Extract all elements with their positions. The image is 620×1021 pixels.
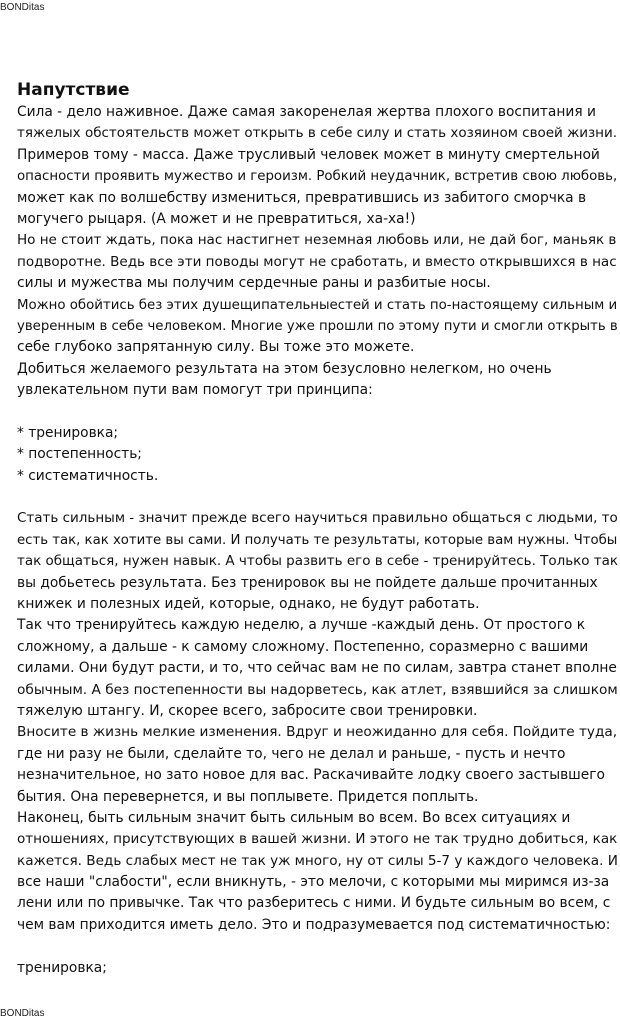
- text-line: * тренировка;: [17, 424, 119, 441]
- text-line: [17, 401, 620, 422]
- page-title: Напутствие: [17, 80, 130, 100]
- text-line: незначительное, но зато новое для вас. Раскачивайте лодку своего застывшего: [17, 767, 605, 784]
- text-line: Добиться желаемого результата на этом безусловно нелегком, но очень: [17, 360, 552, 377]
- text-line: тяжелую штангу. И, скорее всего, забросите свои тренировки.: [17, 702, 478, 719]
- text-line: [17, 487, 620, 508]
- text-line: может как по волшебству измениться, превратившись из забитого сморчка в: [17, 189, 587, 206]
- text-line: кажется. Ведь слабых мест не так уж много, ну от силы 5-7 у каждого человека. И: [17, 852, 618, 869]
- text-line: уверенным в себе человеком. Многие уже прошли по этому пути и смогли открыть в: [17, 318, 618, 334]
- text-line: чем вам приходится иметь дело. Это и подразумевается под систематичностью:: [17, 916, 611, 933]
- text-line: сложному, а дальше - к самому сложному. Постепенно, соразмерно с вашими: [17, 638, 589, 655]
- text-line: отношениях, присутствующих в вашей жизни. И этого не так трудно добиться, как: [17, 831, 618, 848]
- text-line: могучего рыцаря. (А может и не превратиться, ха-ха!): [17, 210, 416, 227]
- text-line: есть так, как хотите вы сами. И получать те результаты, которые вам нужны. Чтобы: [17, 532, 618, 548]
- text-line: * систематичность.: [17, 467, 159, 484]
- text-line: все наши "слабости", если вникнуть, - это мелочи, с которыми мы миримся из-за: [17, 874, 610, 891]
- text-line: себе глубоко запрятанную силу. Вы тоже это можете.: [17, 339, 415, 356]
- text-line: Можно обойтись без этих душещипательныестей и стать по-настоящему сильным и: [17, 297, 618, 313]
- text-line: Сила - дело наживное. Даже самая закоренелая жертва плохого воспитания и: [17, 104, 596, 120]
- document-body: [17, 79, 620, 979]
- footer-watermark: BONDitas: [0, 1008, 45, 1019]
- text-line: Вносите в жизнь мелкие изменения. Вдруг и неожиданно для себя. Пойдите туда,: [17, 724, 618, 741]
- text-line: подворотне. Ведь все эти поводы могут не сработать, и вместо открывшихся в нас: [17, 253, 617, 270]
- text-line: Так что тренируйтесь каждую неделю, а лучше -каждый день. От простого к: [17, 617, 586, 634]
- text-line: опасности проявить мужество и героизм. Робкий неудачник, встретив свою любовь,: [17, 169, 618, 185]
- text-line: Наконец, быть сильным значит быть сильным во всем. Во всех ситуациях и: [17, 809, 571, 826]
- text-line: Примеров тому - масса. Даже трусливый человек может в минуту смертельной: [17, 146, 600, 163]
- text-line: где ни разу не были, сделайте то, чего не делал и раньше, - пусть и нечто: [17, 745, 566, 762]
- text-line: тренировка;: [17, 959, 107, 976]
- text-line: бытия. Она перевернется, и вы поплывете. Придется поплыть.: [17, 788, 479, 805]
- text-line: силами. Они будут расти, и то, что сейчас вам не по силам, завтра станет вполне: [17, 660, 617, 677]
- text-line: [17, 936, 620, 957]
- text-line: лени или по привычке. Так что разберитесь с ними. И будьте сильным во всем, с: [17, 895, 611, 912]
- text-line: увлекательном пути вам помогут три принципа:: [17, 382, 373, 399]
- text-line: Стать сильным - значит прежде всего научиться правильно общаться с людьми, то: [17, 510, 618, 527]
- text-line: обычным. А без постепенности вы надорветесь, как атлет, взявшийся за слишком: [17, 681, 618, 698]
- text-line: вы добьетесь результата. Без тренировок вы не пойдете дальше прочитанных: [17, 574, 598, 591]
- text-line: Но не стоит ждать, пока нас настигнет неземная любовь или, не дай бог, маньяк в: [17, 232, 617, 249]
- text-line: книжек и полезных идей, которые, однако, не будут работать.: [17, 595, 480, 612]
- text-line: тяжелых обстоятельств может открыть в себе силу и стать хозяином своей жизни.: [17, 125, 618, 142]
- text-lines: [17, 102, 620, 979]
- header-watermark: BONDitas: [0, 2, 45, 13]
- text-line: * постепенность;: [17, 446, 142, 463]
- text-line: так общаться, нужен навык. А чтобы развить его в себе - тренируйтесь. Только так: [17, 553, 619, 570]
- text-line: силы и мужества мы получим сердечные раны и разбитые носы.: [17, 275, 491, 292]
